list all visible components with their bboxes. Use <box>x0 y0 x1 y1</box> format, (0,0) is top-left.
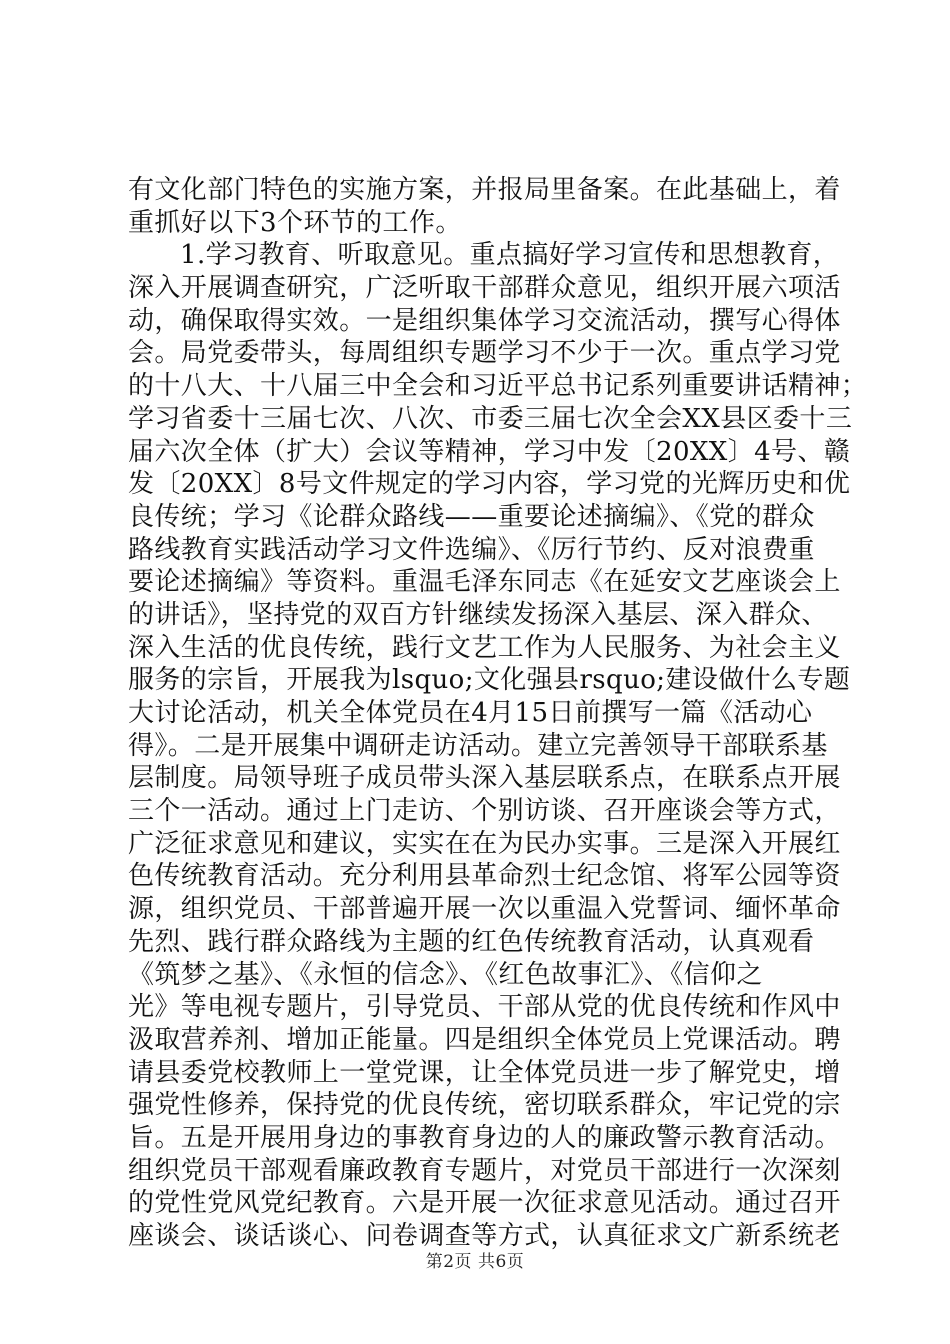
text-line: 旨。五是开展用身边的事教育身边的人的廉政警示教育活动。 <box>128 1122 841 1153</box>
text-line: 重抓好以下3个环节的工作。 <box>128 207 462 238</box>
text-line: 良传统；学习《论群众路线——重要论述摘编》、《党的群众 <box>128 501 815 532</box>
text-line: 层制度。局领导班子成员带头深入基层联系点，在联系点开展 <box>128 763 841 794</box>
text-line: 汲取营养剂、增加正能量。四是组织全体党员上党课活动。聘 <box>128 1024 841 1055</box>
document-body <box>128 174 868 1253</box>
text-line: 届六次全体（扩大）会议等精神，学习中发〔20XX〕4号、赣 <box>128 436 851 467</box>
text-line: 广泛征求意见和建议，实实在在为民办实事。三是深入开展红 <box>128 828 841 859</box>
text-line: 组织党员干部观看廉政教育专题片，对党员干部进行一次深刻 <box>128 1155 841 1186</box>
text-line: 1.学习教育、听取意见。重点搞好学习宣传和思想教育， <box>180 240 840 271</box>
text-line: 服务的宗旨，开展我为lsquo;文化强县rsquo;建设做什么专题 <box>128 665 851 696</box>
text-line: 路线教育实践活动学习文件选编》、《厉行节约、反对浪费重 <box>128 534 815 565</box>
text-line: 三个一活动。通过上门走访、个别访谈、召开座谈会等方式， <box>128 796 841 827</box>
text-line: 源，组织党员、干部普遍开展一次以重温入党誓词、缅怀革命 <box>128 894 841 925</box>
text-line: 有文化部门特色的实施方案，并报局里备案。在此基础上，着 <box>128 175 841 205</box>
text-line: 的党性党风党纪教育。六是开展一次征求意见活动。通过召开 <box>128 1188 841 1219</box>
page-number-footer: 第2页 共6页 <box>425 1252 525 1272</box>
text-line: 深入开展调查研究，广泛听取干部群众意见，组织开展六项活 <box>128 273 841 304</box>
text-line: 得》。二是开展集中调研走访活动。建立完善领导干部联系基 <box>128 730 828 761</box>
text-line: 发〔20XX〕8号文件规定的学习内容，学习党的光辉历史和优 <box>128 469 851 500</box>
text-line: 学习省委十三届七次、八次、市委三届七次全会XX县区委十三 <box>128 403 853 434</box>
text-line: 强党性修养，保持党的优良传统，密切联系群众，牢记党的宗 <box>128 1090 841 1121</box>
text-line: 色传统教育活动。充分利用县革命烈士纪念馆、将军公园等资 <box>128 861 841 892</box>
text-line: 先烈、践行群众路线为主题的红色传统教育活动，认真观看 <box>128 926 815 957</box>
text-line: 光》等电视专题片，引导党员、干部从党的优良传统和作风中 <box>128 992 841 1023</box>
text-line: 动，确保取得实效。一是组织集体学习交流活动，撰写心得体 <box>128 305 841 336</box>
text-line: 深入生活的优良传统，践行文艺工作为人民服务、为社会主义 <box>128 632 841 663</box>
text-line: 《筑梦之基》、《永恒的信念》、《红色故事汇》、《信仰之 <box>128 959 763 990</box>
text-line: 的十八大、十八届三中全会和习近平总书记系列重要讲话精神； <box>128 371 868 402</box>
text-line: 请县委党校教师上一堂党课，让全体党员进一步了解党史，增 <box>128 1057 841 1088</box>
text-line: 会。局党委带头，每周组织专题学习不少于一次。重点学习党 <box>128 338 841 369</box>
text-line: 要论述摘编》等资料。重温毛泽东同志《在延安文艺座谈会上 <box>128 567 841 598</box>
text-line: 大讨论活动，机关全体党员在4月15日前撰写一篇《活动心 <box>128 698 813 728</box>
text-line: 座谈会、谈话谈心、问卷调查等方式，认真征求文广新系统老 <box>128 1221 841 1251</box>
text-line: 的讲话》，坚持党的双百方针继续发扬深入基层、深入群众、 <box>128 599 828 630</box>
